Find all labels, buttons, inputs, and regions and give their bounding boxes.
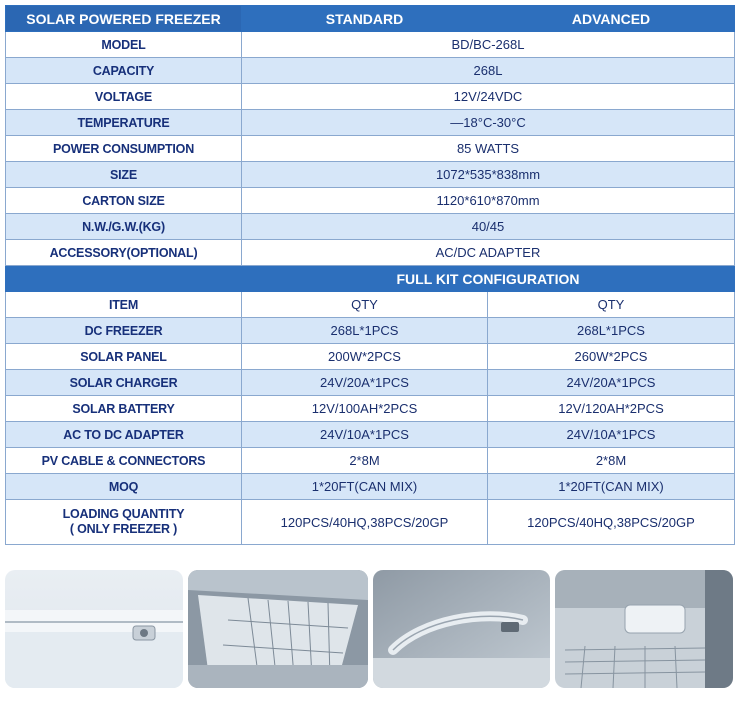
kit-advanced: 2*8M [488, 448, 735, 474]
spec-value: 1120*610*870mm [242, 188, 735, 214]
spec-label: VOLTAGE [6, 84, 242, 110]
kit-label: DC FREEZER [6, 318, 242, 344]
spec-value: 268L [242, 58, 735, 84]
spec-label: CARTON SIZE [6, 188, 242, 214]
header-standard: STANDARD [242, 6, 488, 32]
spec-value: 1072*535*838mm [242, 162, 735, 188]
freezer-basket-photo [188, 570, 368, 688]
kit-row-cable [6, 448, 735, 474]
kit-label: SOLAR CHARGER [6, 370, 242, 396]
kit-advanced: 268L*1PCS [488, 318, 735, 344]
spec-row-temperature [6, 110, 735, 136]
kit-title: FULL KIT CONFIGURATION [242, 266, 735, 292]
spec-row-capacity [6, 58, 735, 84]
spec-row-voltage [6, 84, 735, 110]
kit-row-loading [6, 500, 735, 545]
kit-standard: 12V/100AH*2PCS [242, 396, 488, 422]
spec-row-power [6, 136, 735, 162]
kit-row-freezer [6, 318, 735, 344]
kit-label: SOLAR BATTERY [6, 396, 242, 422]
freezer-handle-photo [5, 570, 183, 688]
kit-advanced: 24V/20A*1PCS [488, 370, 735, 396]
freezer-interior-light-photo [555, 570, 733, 688]
spec-label: MODEL [6, 32, 242, 58]
kit-label: SOLAR PANEL [6, 344, 242, 370]
kit-standard: 1*20FT(CAN MIX) [242, 474, 488, 500]
kit-label: AC TO DC ADAPTER [6, 422, 242, 448]
kit-advanced: 24V/10A*1PCS [488, 422, 735, 448]
spec-value: 12V/24VDC [242, 84, 735, 110]
header-advanced: ADVANCED [488, 6, 735, 32]
kit-label-line2: ( ONLY FREEZER ) [69, 522, 178, 536]
kit-label: PV CABLE & CONNECTORS [6, 448, 242, 474]
kit-standard: 120PCS/40HQ,38PCS/20GP [242, 500, 488, 545]
kit-label [6, 500, 242, 545]
kit-title-row [6, 266, 735, 292]
kit-advanced: 1*20FT(CAN MIX) [488, 474, 735, 500]
freezer-lid-handle-photo [373, 570, 550, 688]
kit-standard: 24V/20A*1PCS [242, 370, 488, 396]
kit-label: MOQ [6, 474, 242, 500]
kit-label-line1: LOADING QUANTITY [62, 507, 185, 521]
spec-row-accessory [6, 240, 735, 266]
header-product: SOLAR POWERED FREEZER [6, 6, 242, 32]
header-row [6, 6, 735, 32]
spec-value: 40/45 [242, 214, 735, 240]
spec-row-carton [6, 188, 735, 214]
spec-value: BD/BC-268L [242, 32, 735, 58]
kit-row-moq [6, 474, 735, 500]
spec-label: ACCESSORY(OPTIONAL) [6, 240, 242, 266]
kit-title-spacer [6, 266, 242, 292]
kit-standard: QTY [242, 292, 488, 318]
spec-table [5, 5, 735, 545]
spec-label: N.W./G.W.(KG) [6, 214, 242, 240]
spec-value: AC/DC ADAPTER [242, 240, 735, 266]
spec-label: CAPACITY [6, 58, 242, 84]
spec-label: TEMPERATURE [6, 110, 242, 136]
spec-value: 85 WATTS [242, 136, 735, 162]
kit-advanced: 12V/120AH*2PCS [488, 396, 735, 422]
spec-row-size [6, 162, 735, 188]
kit-advanced: 260W*2PCS [488, 344, 735, 370]
kit-row-charger [6, 370, 735, 396]
kit-row-item [6, 292, 735, 318]
kit-advanced: QTY [488, 292, 735, 318]
kit-row-battery [6, 396, 735, 422]
kit-row-panel [6, 344, 735, 370]
spec-label: SIZE [6, 162, 242, 188]
product-photos [5, 570, 733, 688]
spec-label: POWER CONSUMPTION [6, 136, 242, 162]
kit-standard: 268L*1PCS [242, 318, 488, 344]
kit-standard: 24V/10A*1PCS [242, 422, 488, 448]
kit-label: ITEM [6, 292, 242, 318]
spec-row-model [6, 32, 735, 58]
kit-standard: 200W*2PCS [242, 344, 488, 370]
kit-advanced: 120PCS/40HQ,38PCS/20GP [488, 500, 735, 545]
kit-standard: 2*8M [242, 448, 488, 474]
kit-row-adapter [6, 422, 735, 448]
spec-row-weight [6, 214, 735, 240]
spec-value: —18°C-30°C [242, 110, 735, 136]
